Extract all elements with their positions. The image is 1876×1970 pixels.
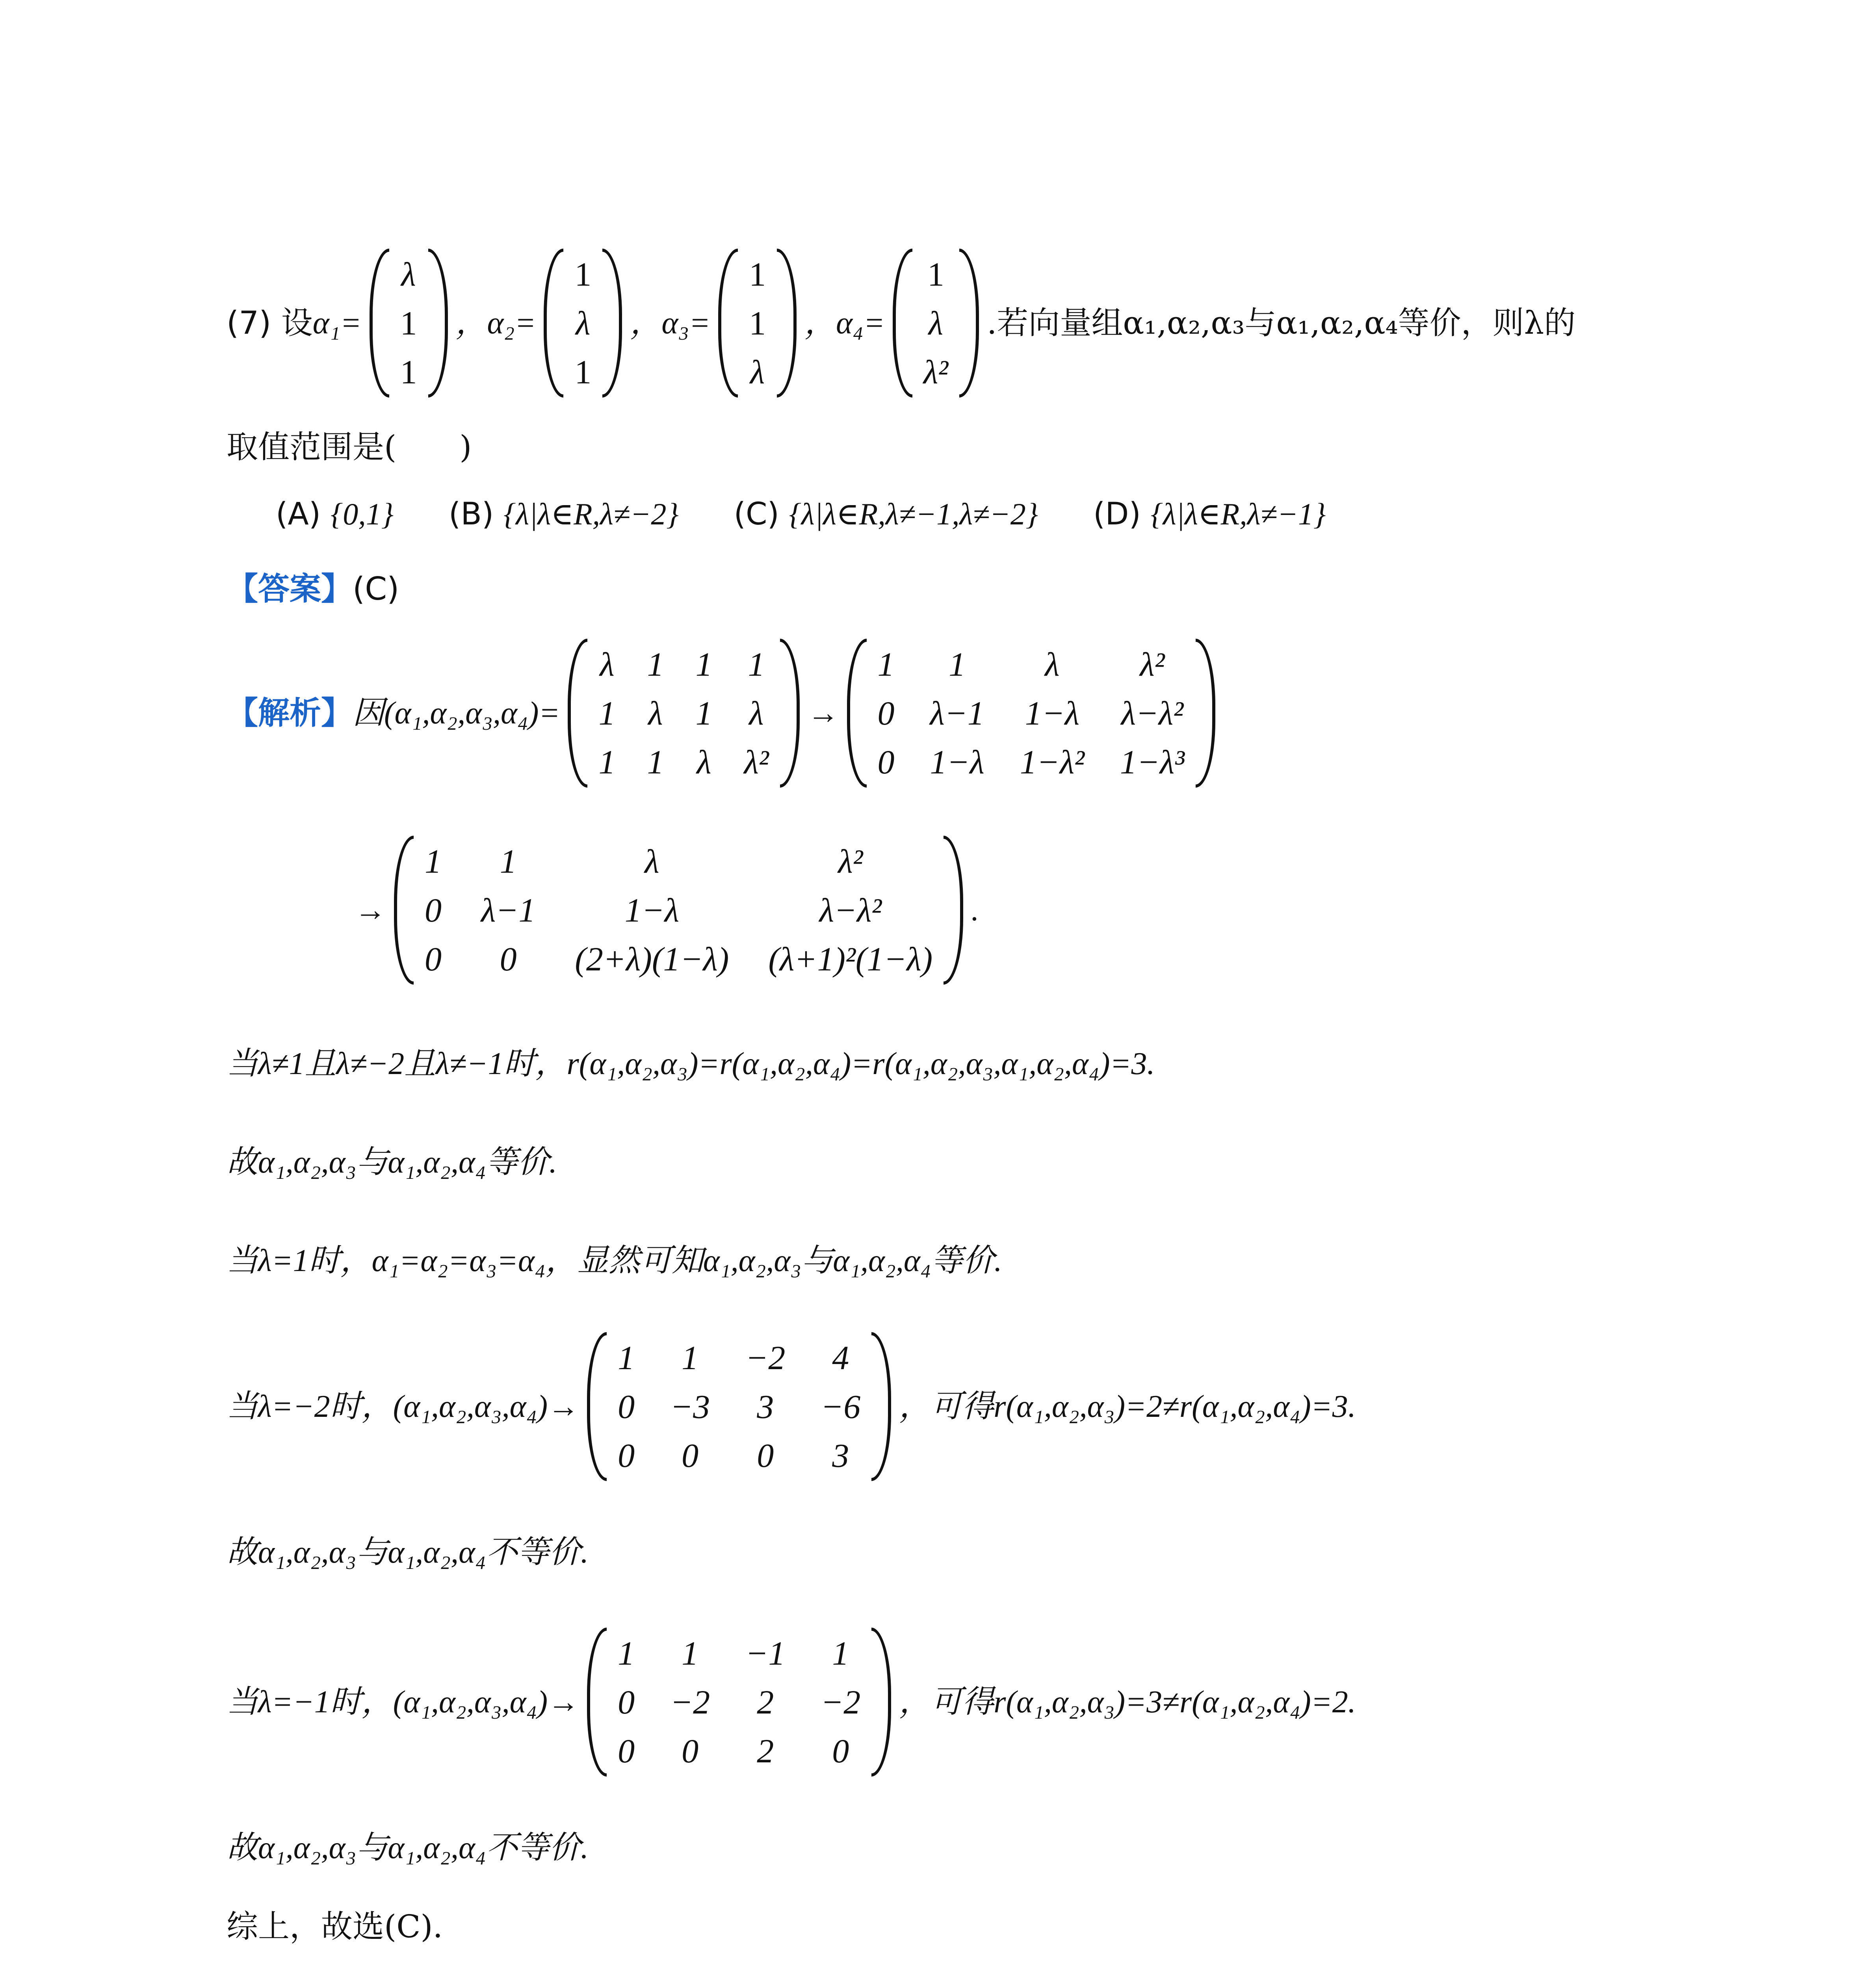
q7-case4-conclusion xyxy=(227,1824,1671,1872)
case2-text: 当λ=1时，α₁=α₂=α₃=α₄，显然可知α₁,α₂,α₃与α₁,α₂,α₄等价. xyxy=(227,1243,1002,1278)
m4-cell: 1 xyxy=(682,1338,699,1377)
q7-summary xyxy=(227,1903,1671,1950)
a3-cell: λ xyxy=(750,353,765,391)
m4-cell: 0 xyxy=(682,1437,699,1475)
case4-tail: ，可得r(α₁,α₂,α₃)=3≠r(α₁,α₂,α₄)=2. xyxy=(899,1685,1356,1719)
m5-cell: −2 xyxy=(670,1683,710,1721)
m5-cell: 0 xyxy=(832,1732,849,1770)
m3-cell: λ² xyxy=(838,842,863,880)
m4-cell: 0 xyxy=(618,1437,635,1475)
m4-cell: 0 xyxy=(757,1437,774,1475)
m4-cell: 3 xyxy=(832,1437,849,1475)
case1-text: 当λ≠1且λ≠−2且λ≠−1时，r(α₁,α₂,α₃)=r(α₁,α₂,α₄)=r(α₁,α₂,α₃,α₁,α₂,α₄)=3. xyxy=(227,1046,1155,1081)
a4-cell: λ² xyxy=(923,353,948,391)
q7-prefix: (7) 设 xyxy=(227,305,313,341)
case1-conclusion-text: 故α₁,α₂,α₃与α₁,α₂,α₄等价. xyxy=(227,1145,557,1180)
q7-option-d: (D) {λ|λ∈R,λ≠−1} xyxy=(1093,496,1326,532)
m1-cell: 1 xyxy=(647,743,664,781)
m1-cell: 1 xyxy=(748,645,765,683)
a1-label: α₁= xyxy=(312,306,362,340)
matrix-m2 xyxy=(847,639,1215,788)
m2-cell: 1−λ xyxy=(930,743,984,781)
m1-cell: λ xyxy=(648,694,663,732)
m1-cell: 1 xyxy=(598,694,616,732)
case3-lead: 当λ=−2时，(α₁,α₂,α₃,α₄)→ xyxy=(227,1389,580,1424)
m3-tail: . xyxy=(971,893,979,927)
m2-cell: 0 xyxy=(877,743,895,781)
m1-cell: λ xyxy=(697,743,711,781)
m2-cell: 1−λ xyxy=(1025,694,1079,732)
m1-cell: 1 xyxy=(598,743,616,781)
q7-option-b: (B) {λ|λ∈R,λ≠−2} xyxy=(448,496,679,532)
m3-cell: λ−1 xyxy=(481,891,536,929)
m3-cell: 1−λ xyxy=(624,891,679,929)
m1-cell: λ xyxy=(749,694,764,732)
q7-option-c: (C) {λ|λ∈R,λ≠−1,λ≠−2} xyxy=(734,496,1038,532)
q7-stem-tail: .若向量组α₁,α₂,α₃与α₁,α₂,α₄等价，则λ的 xyxy=(986,305,1576,341)
m4-cell: −2 xyxy=(745,1338,786,1377)
a4-label: ，α₄= xyxy=(804,306,885,340)
m3-cell: (2+λ)(1−λ) xyxy=(575,940,729,978)
matrix-m4 xyxy=(587,1332,891,1481)
m2-cell: λ xyxy=(1045,645,1060,683)
m3-cell: λ xyxy=(645,842,659,880)
a4-cell: λ xyxy=(928,304,944,342)
m5-cell: −2 xyxy=(821,1683,861,1721)
q7-analysis-row2 xyxy=(355,823,1671,997)
a2-cell: 1 xyxy=(574,353,592,391)
answer-value: (C) xyxy=(353,571,399,607)
m2-cell: 1−λ² xyxy=(1020,743,1085,781)
m1-cell: λ² xyxy=(744,743,769,781)
analysis-lead: 因(α₁,α₂,α₃,α₄)= xyxy=(353,696,560,730)
q7-option-a: (A) {0,1} xyxy=(276,496,394,532)
case3-tail: ，可得r(α₁,α₂,α₃)=2≠r(α₁,α₂,α₄)=3. xyxy=(899,1389,1356,1424)
m2-cell: λ−1 xyxy=(930,694,984,732)
a3-label: ，α₃= xyxy=(630,306,711,340)
a2-cell: λ xyxy=(576,304,591,342)
a2-cell: 1 xyxy=(574,255,592,293)
m1-cell: λ xyxy=(600,645,615,683)
case4-lead: 当λ=−1时，(α₁,α₂,α₃,α₄)→ xyxy=(227,1685,580,1719)
m3-cell: 0 xyxy=(425,940,442,978)
m5-cell: 0 xyxy=(618,1683,635,1721)
matrix-m3 xyxy=(394,836,963,985)
m1-cell: 1 xyxy=(695,694,713,732)
m3-cell: 0 xyxy=(425,891,442,929)
m5-cell: 0 xyxy=(618,1732,635,1770)
summary-text: 综上，故选(C). xyxy=(227,1908,443,1945)
case4-conclusion-text: 故α₁,α₂,α₃与α₁,α₂,α₄不等价. xyxy=(227,1831,589,1865)
q7-analysis-row1 xyxy=(227,626,1671,800)
m4-cell: 3 xyxy=(757,1387,774,1425)
m4-cell: −3 xyxy=(670,1387,710,1425)
a2-label: ，α₂= xyxy=(455,306,536,340)
m5-cell: 1 xyxy=(682,1634,699,1672)
q7-options xyxy=(276,492,1671,536)
m3-cell: λ−λ² xyxy=(819,891,882,929)
m5-cell: −1 xyxy=(745,1634,786,1672)
a3-cell: 1 xyxy=(749,304,766,342)
m4-cell: −6 xyxy=(821,1387,861,1425)
q7-case2 xyxy=(227,1237,1671,1284)
q7-answer xyxy=(227,567,1671,611)
q7-stem-line2-text: 取值范围是( ) xyxy=(227,429,472,465)
a1-cell: 1 xyxy=(400,304,417,342)
m5-cell: 1 xyxy=(832,1634,849,1672)
arrow: → xyxy=(355,893,386,927)
m3-cell: 1 xyxy=(425,842,442,880)
m5-cell: 1 xyxy=(618,1634,635,1672)
a3-cell: 1 xyxy=(749,255,766,293)
a1-cell: 1 xyxy=(400,353,417,391)
q7-case3-conclusion xyxy=(227,1529,1671,1576)
m2-cell: 1−λ³ xyxy=(1120,743,1185,781)
m2-cell: 0 xyxy=(877,694,895,732)
m5-cell: 2 xyxy=(757,1683,774,1721)
m1-cell: 1 xyxy=(647,645,664,683)
m1-cell: 1 xyxy=(695,645,713,683)
q7-case3 xyxy=(227,1324,1671,1489)
m5-cell: 2 xyxy=(757,1732,774,1770)
m2-cell: 1 xyxy=(949,645,966,683)
vector-a1 xyxy=(370,249,448,398)
m3-cell: (λ+1)²(1−λ) xyxy=(768,940,933,978)
vector-a2 xyxy=(544,249,622,398)
q7-case1-conclusion xyxy=(227,1139,1671,1186)
vector-a4 xyxy=(893,249,979,398)
vector-a3 xyxy=(718,249,797,398)
m4-cell: 4 xyxy=(832,1338,849,1377)
answer-tag: 【答案】 xyxy=(227,571,353,607)
m3-cell: 1 xyxy=(500,842,517,880)
a1-cell: λ xyxy=(401,255,416,293)
a4-cell: 1 xyxy=(927,255,944,293)
m5-cell: 0 xyxy=(682,1732,699,1770)
q7-stem-line1 xyxy=(227,232,1671,414)
matrix-m1 xyxy=(568,639,799,788)
m2-cell: λ² xyxy=(1140,645,1165,683)
m2-cell: λ−λ² xyxy=(1121,694,1184,732)
analysis-tag: 【解析】 xyxy=(227,695,353,731)
m2-cell: 1 xyxy=(877,645,895,683)
q7-case4 xyxy=(227,1619,1671,1785)
q7-stem-line2 xyxy=(227,426,1671,469)
m4-cell: 1 xyxy=(618,1338,635,1377)
case3-conclusion-text: 故α₁,α₂,α₃与α₁,α₂,α₄不等价. xyxy=(227,1535,589,1570)
m4-cell: 0 xyxy=(618,1387,635,1425)
arrow: → xyxy=(807,696,839,730)
matrix-m5 xyxy=(587,1628,891,1777)
q7-case1 xyxy=(227,1040,1671,1087)
m3-cell: 0 xyxy=(500,940,517,978)
